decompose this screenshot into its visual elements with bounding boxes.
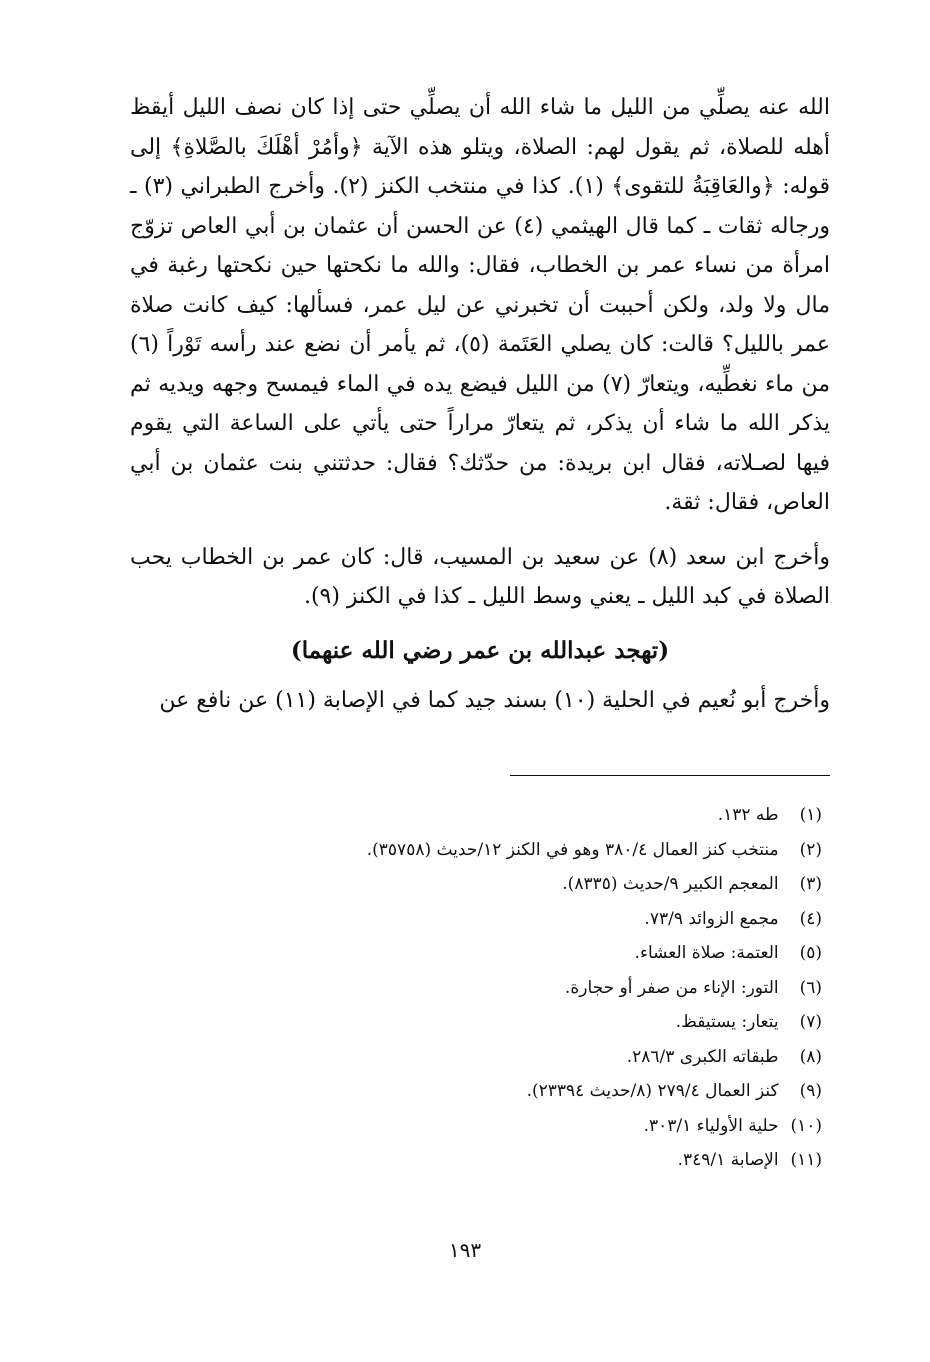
footnote-text: الإصابة ٣٤٩/١. <box>677 1150 779 1170</box>
footnote-text: التور: الإناء من صفر أو حجارة. <box>564 977 779 998</box>
paragraph-spacer <box>130 523 830 538</box>
page-body <box>130 88 831 1170</box>
footnote-text: حلية الأولياء ٣٠٣/١. <box>643 1115 779 1136</box>
footnote-divider <box>510 775 830 776</box>
footnote-number: (٦) <box>799 977 822 998</box>
footnote-item <box>132 1109 822 1144</box>
footnote-text: طه ١٣٢. <box>717 805 779 825</box>
footnote-number: (١١) <box>790 1150 822 1170</box>
footnote-item <box>132 1040 822 1075</box>
body-paragraph-1: الله عنه يصلِّي من الليل ما شاء الله أن يصلِّي حتى إذا كان نصف الليل أيقظ أهله للصلاة، ثم يقول لهم: الصلاة، ويتلو هذه الآية ﴿وأمُرْ أهْلَكَ بالصَّلاةِ﴾ إلى قوله: ﴿والعَاقِبَةُ للتقوى﴾ (١). كذا في منتخب الكنز (٢). وأخرج الطبراني (٣) ـ ورجاله ثقات ـ كما قال الهيثمي (٤) عن الحسن أن عثمان بن أبي العاص تزوّج امرأة من نساء عمر بن الخطاب، فقال: والله ما نكحتها حين نكحتها رغبة في مال ولا ولد، ولكن أحببت أن تخبرني عن ليل عمر، فسألها: كيف كانت صلاة عمر بالليل؟ قالت: كان يصلي العَتَمة (٥)، ثم يأمر أن نضع عند رأسه تَوْراً (٦) من ماء نغطِّيه، ويتعارّ (٧) من الليل فيضع يده في الماء فيمسح وجهه ويديه ثم يذكر الله ما شاء أن يذكر، ثم يتعارّ مراراً حتى يأتي على الساعة التي يقوم فيها لصـلاته، فقال ابن بريدة: من حدّثك؟ فقال: حدثتني بنت عثمان بن أبي العاص، فقال: ثقة. <box>130 95 831 515</box>
footnote-text: العتمة: صلاة العشاء. <box>634 943 779 963</box>
footnote-item <box>132 798 822 833</box>
page-number: ١٩٣ <box>448 1238 482 1262</box>
footnote-item <box>132 833 822 868</box>
footnote-number: (١) <box>799 805 822 825</box>
body-paragraph-3: وأخرج أبو نُعيم في الحلية (١٠) بسند جيد كما في الإصابة (١١) عن نافع عن <box>159 687 830 713</box>
footnote-text: يتعار: يستيقظ. <box>675 1012 779 1032</box>
footnote-item <box>132 936 822 971</box>
footnote-number: (٤) <box>799 908 822 929</box>
footnote-text: مجمع الزوائد ٧٣/٩. <box>644 908 779 929</box>
footnote-text: كنز العمال ٢٧٩/٤ (٨/حديث ٢٣٣٩٤). <box>526 1081 779 1101</box>
footnote-number: (٢) <box>799 839 822 860</box>
body-paragraph-2: وأخرج ابن سعد (٨) عن سعيد بن المسيب، قال: كان عمر بن الخطاب يحب الصلاة في كبد الليل ـ يعني وسط الليل ـ كذا في الكنز (٩). <box>130 544 830 609</box>
footnote-text: منتخب كنز العمال ٣٨٠/٤ وهو في الكنز ١٢/حديث (٣٥٧٥٨). <box>366 839 779 860</box>
footnote-item <box>132 867 822 902</box>
footnote-number: (١٠) <box>790 1115 822 1136</box>
footnote-item <box>132 1005 822 1040</box>
footnote-number: (٩) <box>799 1081 822 1101</box>
footnote-number: (٧) <box>799 1012 822 1032</box>
footnote-item <box>132 902 822 937</box>
footnote-item <box>132 1074 822 1109</box>
footnotes-list <box>132 798 822 1178</box>
footnote-number: (٨) <box>799 1046 822 1067</box>
footnote-number: (٣) <box>799 874 822 894</box>
footnote-text: طبقاته الكبرى ٢٨٦/٣. <box>626 1046 779 1067</box>
footnote-item <box>132 1143 822 1178</box>
footnote-number: (٥) <box>799 943 822 963</box>
section-heading: (تهجد عبدالله بن عمر رضي الله عنهما) <box>290 636 670 664</box>
footnote-item <box>132 971 822 1006</box>
footnote-text: المعجم الكبير ٩/حديث (٨٣٣٥). <box>562 874 779 894</box>
